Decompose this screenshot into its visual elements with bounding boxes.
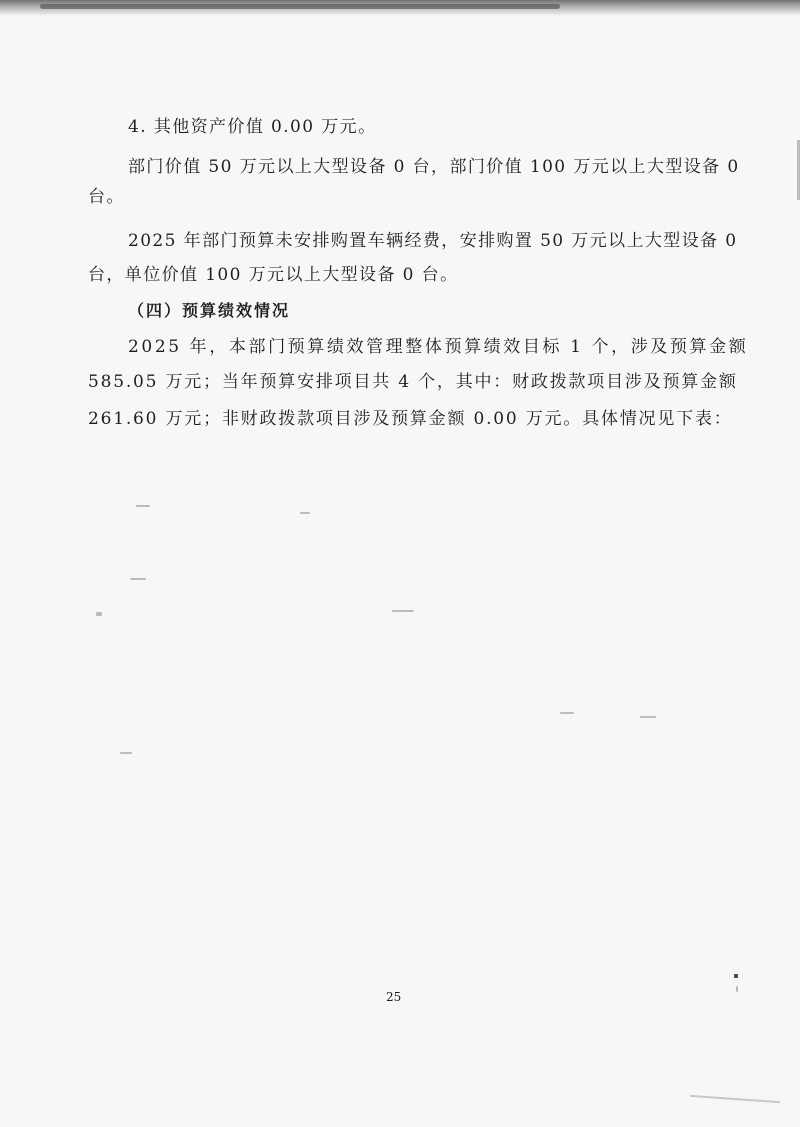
budget-vehicle-line-1: 2025 年部门预算未安排购置车辆经费，安排购置 50 万元以上大型设备 0 <box>128 231 738 251</box>
scan-speck <box>736 986 738 992</box>
scan-crease <box>690 1095 780 1103</box>
other-assets-line: 4. 其他资产价值 0.00 万元。 <box>128 117 377 137</box>
equipment-line-1: 部门价值 50 万元以上大型设备 0 台，部门价值 100 万元以上大型设备 0 <box>128 157 740 177</box>
scan-speck <box>392 610 414 612</box>
scan-speck <box>300 512 310 514</box>
budget-vehicle-line-2: 台，单位价值 100 万元以上大型设备 0 台。 <box>88 265 459 285</box>
scan-speck <box>560 712 574 714</box>
scan-speck <box>734 974 738 978</box>
scan-top-edge <box>0 0 800 16</box>
page-number: 25 <box>386 990 402 1004</box>
section-heading: （四）预算绩效情况 <box>128 301 291 320</box>
performance-line-3: 261.60 万元；非财政拨款项目涉及预算金额 0.00 万元。具体情况见下表： <box>88 409 733 429</box>
scan-speck <box>640 716 656 718</box>
equipment-line-2: 台。 <box>88 187 125 207</box>
scan-speck <box>136 505 150 507</box>
scan-speck <box>96 612 102 616</box>
performance-line-1: 2025 年，本部门预算绩效管理整体预算绩效目标 1 个，涉及预算金额 <box>128 337 749 357</box>
scan-speck <box>130 578 146 580</box>
performance-line-2: 585.05 万元；当年预算安排项目共 4 个，其中：财政拨款项目涉及预算金额 <box>88 372 738 392</box>
scan-speck <box>120 752 132 754</box>
